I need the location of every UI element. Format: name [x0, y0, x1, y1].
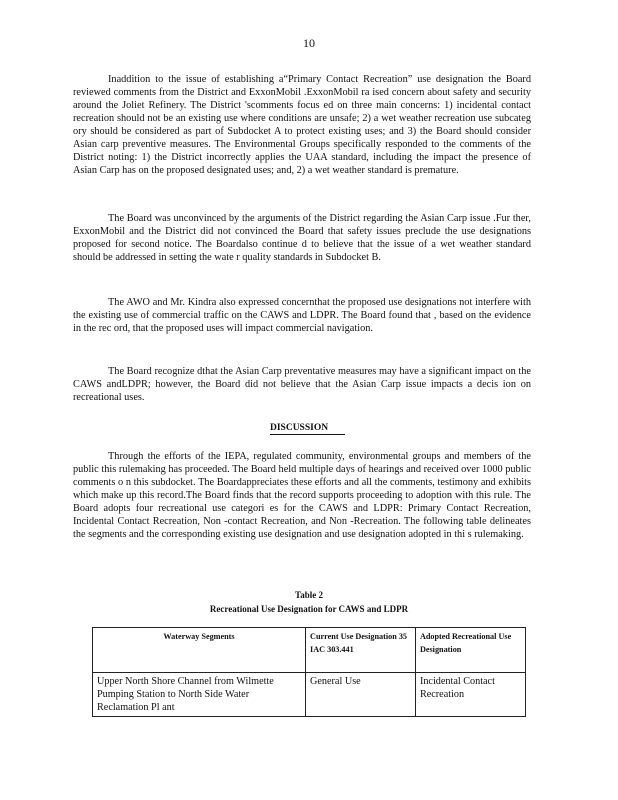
paragraph-5: Through the efforts of the IEPA, regulated community, environmental groups and members of the public this rulemaking has proceeded. The Board held multiple days of hearings and received over 1000 public comments o n this subdocket. The Boardappreciates these efforts and all the comments, testimony and exhibits which make up this record.The Board finds that the record supports proceeding to adoption with this rule. The Board adopts four recreational use categori es for the CAWS and LDPR: Primary Contact Recreation, Incidental Contact Recreation, Non -contact Recreation, and Non -Recreation. The following table delineates the segments and the corresponding existing use designation and use designation adopted in thi s rulemaking. [73, 451, 531, 540]
paragraph-3: The AWO and Mr. Kindra also expressed concernthat the proposed use designations not interfere with the existing use of commercial traffic on the CAWS and LDPR. The Board found that , based on the evidence in the rec ord, that the proposed uses will impact commercial navigation. [73, 297, 531, 334]
cell-current-use: General Use [306, 673, 416, 717]
table-row [93, 673, 526, 717]
table-header-row [93, 628, 526, 673]
header-adopted-use: Adopted Recreational Use Designation [415, 628, 525, 673]
cell-adopted-use: Incidental Contact Recreation [415, 673, 525, 717]
header-current-use: Current Use Designation 35 IAC 303.441 [306, 628, 416, 673]
page-number: 10 [303, 36, 315, 50]
paragraph-1: Inaddition to the issue of establishing a“Primary Contact Recreation” use designation the Board reviewed comments from the District and ExxonMobil .ExxonMobil ra ised concern about safety and security around the Joliet Refinery. The District 'scomments focus ed on three main concerns: 1) incidental contact recreation should not be an existing use where conditions are unsafe; 2) a wet weather recreation use subcateg ory should be considered as part of Subdocket A to protect existing uses; and 3) the Board should consider Asian carp preventive measures. The Environmental Groups specifically responded to the comments of the District noting: 1) the District incorrectly applies the UAA standard, including the impact the presence of Asian Carp has on the proposed designated uses; and, 2) a wet weather standard is premature. [73, 74, 531, 176]
cell-segment: Upper North Shore Channel from Wilmette Pumping Station to North Side Water Reclamation Pl ant [93, 673, 306, 717]
paragraph-2: The Board was unconvinced by the arguments of the District regarding the Asian Carp issue .Fur ther, ExxonMobil and the District did not convinced the Board that safety issues preclude the use designations proposed for second notice. The Boardalso continue d to believe that the issue of a wet weather standard should be addressed in setting the wate r quality standards in Subdocket B. [73, 213, 531, 263]
use-designation-table [92, 627, 526, 717]
paragraph-4: The Board recognize dthat the Asian Carp preventative measures may have a significant impact on the CAWS andLDPR; however, the Board did not believe that the Asian Carp issue impacts a decis ion on recreational uses. [73, 366, 531, 403]
table-caption: Recreational Use Designation for CAWS and LDPR [209, 604, 409, 614]
table-number: Table 2 [295, 590, 323, 600]
discussion-heading: DISCUSSION [270, 422, 345, 435]
header-waterway-segments: Waterway Segments [93, 628, 306, 673]
